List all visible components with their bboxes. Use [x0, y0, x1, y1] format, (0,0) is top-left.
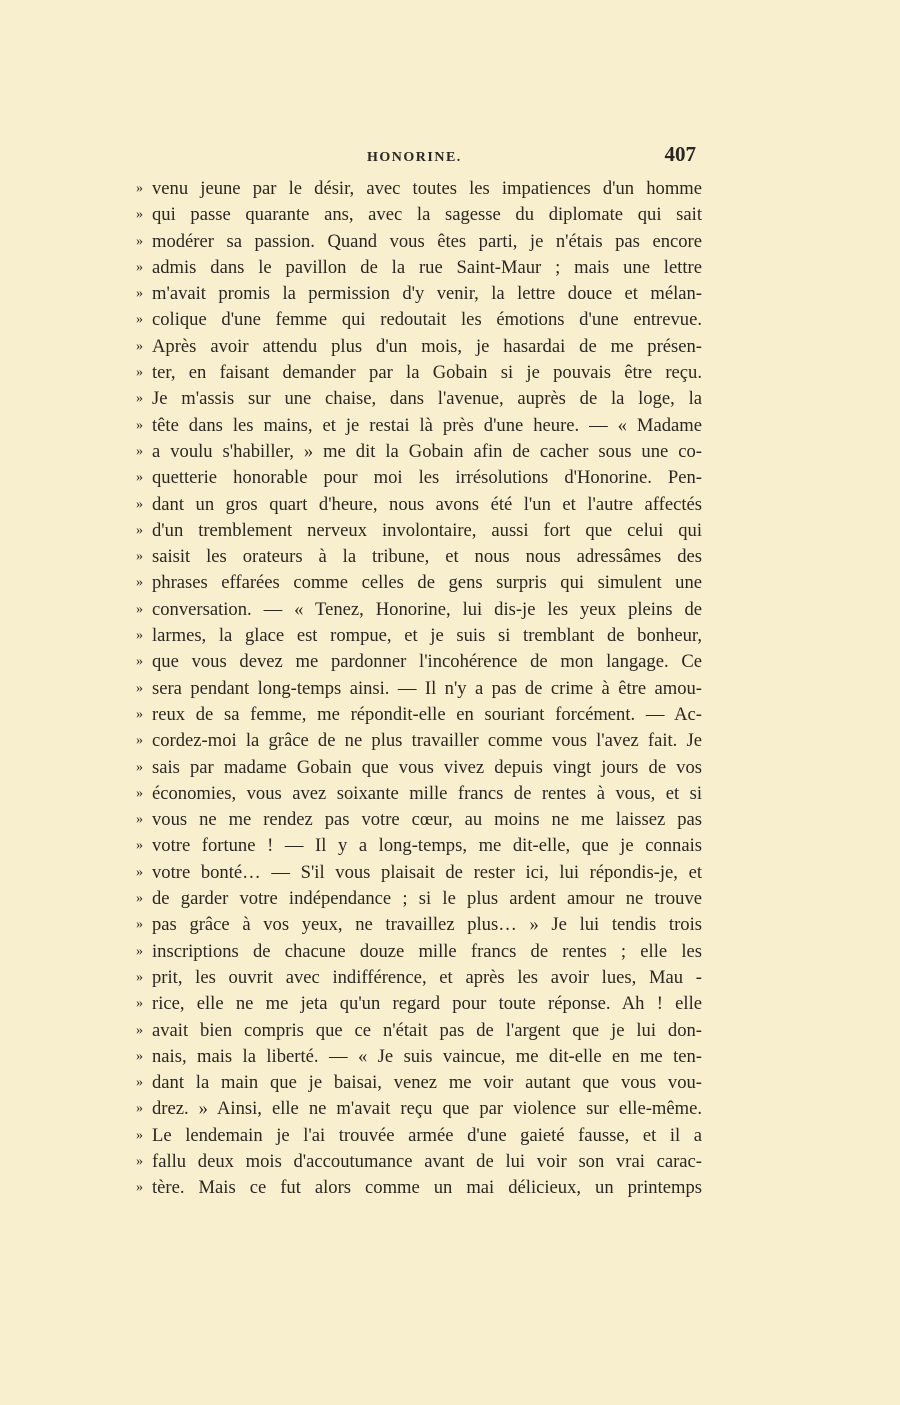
- text-line: [136, 465, 702, 491]
- text-line: [136, 202, 702, 228]
- text-line: [136, 886, 702, 912]
- text-line: [136, 807, 702, 833]
- quote-mark: »: [136, 312, 143, 328]
- quote-mark: »: [136, 1180, 143, 1196]
- line-text: qui passe quarante ans, avec la sagesse du diplomate qui sait: [152, 204, 702, 226]
- quote-mark: »: [136, 575, 143, 591]
- line-text: quetterie honorable pour moi les irrésolutions d'Honorine. Pen-: [152, 467, 702, 489]
- quote-mark: »: [136, 1075, 143, 1091]
- quote-mark: »: [136, 259, 143, 275]
- text-line: [136, 334, 702, 360]
- text-line: [136, 229, 702, 255]
- line-text: conversation. — « Tenez, Honorine, lui dis-je les yeux pleins de: [152, 598, 702, 620]
- quote-mark: »: [136, 969, 143, 985]
- line-text: colique d'une femme qui redoutait les émotions d'une entrevue.: [152, 309, 702, 331]
- text-line: [136, 518, 702, 544]
- line-text: rice, elle ne me jeta qu'un regard pour toute réponse. Ah ! elle: [152, 993, 702, 1015]
- line-text: Je m'assis sur une chaise, dans l'avenue, auprès de la loge, la: [152, 388, 702, 410]
- line-text: votre fortune ! — Il y a long-temps, me dit-elle, que je connais: [152, 835, 702, 857]
- quote-mark: »: [136, 1022, 143, 1038]
- text-line: [136, 833, 702, 859]
- line-text: votre bonté… — S'il vous plaisait de rester ici, lui répondis-je, et: [152, 861, 702, 883]
- quote-mark: »: [136, 943, 143, 959]
- quote-mark: »: [136, 549, 143, 565]
- line-text: économies, vous avez soixante mille francs de rentes à vous, et si: [152, 782, 702, 804]
- quote-mark: »: [136, 996, 143, 1012]
- text-line: [136, 360, 702, 386]
- quote-mark: »: [136, 522, 143, 538]
- quote-mark: »: [136, 785, 143, 801]
- line-text: avait bien compris que ce n'était pas de l'argent que je lui don-: [152, 1019, 702, 1041]
- line-text: de garder votre indépendance ; si le plus ardent amour ne trouve: [152, 888, 702, 910]
- line-text: dant la main que je baisai, venez me voir autant que vous vou-: [152, 1072, 702, 1094]
- quote-mark: »: [136, 1101, 143, 1117]
- quote-mark: »: [136, 759, 143, 775]
- quote-mark: »: [136, 891, 143, 907]
- line-text: fallu deux mois d'accoutumance avant de lui voir son vrai carac-: [152, 1150, 702, 1172]
- text-line: [136, 991, 702, 1017]
- text-line: [136, 281, 702, 307]
- text-line: [136, 1123, 702, 1149]
- line-text: Le lendemain je l'ai trouvée armée d'une gaieté fausse, et il a: [152, 1124, 702, 1146]
- text-line: [136, 597, 702, 623]
- quote-mark: »: [136, 838, 143, 854]
- line-text: phrases effarées comme celles de gens surpris qui simulent une: [152, 572, 702, 594]
- running-title: HONORINE.: [367, 150, 462, 165]
- quote-mark: »: [136, 338, 143, 354]
- line-text: modérer sa passion. Quand vous êtes parti, je n'étais pas encore: [152, 230, 702, 252]
- text-line: [136, 492, 702, 518]
- text-line: [136, 860, 702, 886]
- text-line: [136, 676, 702, 702]
- quote-mark: »: [136, 286, 143, 302]
- quote-mark: »: [136, 654, 143, 670]
- quote-mark: »: [136, 864, 143, 880]
- quote-mark: »: [136, 917, 143, 933]
- line-text: ter, en faisant demander par la Gobain si je pouvais être reçu.: [152, 362, 702, 384]
- line-text: reux de sa femme, me répondit-elle en souriant forcément. — Ac-: [152, 703, 702, 725]
- quote-mark: »: [136, 233, 143, 249]
- quote-mark: »: [136, 470, 143, 486]
- line-text: prit, les ouvrit avec indifférence, et après les avoir lues, Mau -: [152, 966, 702, 988]
- text-line: [136, 386, 702, 412]
- quote-mark: »: [136, 496, 143, 512]
- quote-mark: »: [136, 706, 143, 722]
- text-line: [136, 912, 702, 938]
- text-line: [136, 728, 702, 754]
- line-text: vous ne me rendez pas votre cœur, au moins ne me laissez pas: [152, 809, 702, 831]
- text-line: [136, 649, 702, 675]
- line-text: drez. » Ainsi, elle ne m'avait reçu que par violence sur elle-même.: [152, 1098, 702, 1120]
- line-text: Après avoir attendu plus d'un mois, je hasardai de me présen-: [152, 335, 702, 357]
- line-text: larmes, la glace est rompue, et je suis si tremblant de bonheur,: [152, 625, 702, 647]
- line-text: pas grâce à vos yeux, ne travaillez plus… » Je lui tendis trois: [152, 914, 702, 936]
- quote-mark: »: [136, 207, 143, 223]
- text-line: [136, 176, 702, 202]
- quote-mark: »: [136, 1048, 143, 1064]
- quote-mark: »: [136, 181, 143, 196]
- line-text: que vous devez me pardonner l'incohérence de mon langage. Ce: [152, 651, 702, 673]
- line-text: cordez-moi la grâce de ne plus travailler comme vous l'avez fait. Je: [152, 730, 702, 752]
- quote-mark: »: [136, 391, 143, 407]
- page-number: 407: [664, 142, 696, 166]
- line-text: saisit les orateurs à la tribune, et nous nous adressâmes des: [152, 546, 702, 568]
- quote-mark: »: [136, 628, 143, 644]
- text-line: [136, 307, 702, 333]
- text-line: [136, 755, 702, 781]
- text-line: [136, 413, 702, 439]
- line-text: m'avait promis la permission d'y venir, la lettre douce et mélan-: [152, 283, 702, 305]
- quote-mark: »: [136, 1153, 143, 1169]
- text-line: [136, 1175, 702, 1201]
- text-line: [136, 544, 702, 570]
- page-body-text: [136, 176, 702, 1202]
- quote-mark: »: [136, 601, 143, 617]
- quote-mark: »: [136, 417, 143, 433]
- line-text: sais par madame Gobain que vous vivez depuis vingt jours de vos: [152, 756, 702, 778]
- text-line: [136, 255, 702, 281]
- line-text: admis dans le pavillon de la rue Saint-Maur ; mais une lettre: [152, 256, 702, 278]
- text-line: [136, 781, 702, 807]
- quote-mark: »: [136, 443, 143, 459]
- quote-mark: »: [136, 733, 143, 749]
- line-text: dant un gros quart d'heure, nous avons été l'un et l'autre affectés: [152, 493, 702, 515]
- text-line: [136, 1096, 702, 1122]
- page-header: [150, 142, 700, 172]
- quote-mark: »: [136, 1127, 143, 1143]
- line-text: inscriptions de chacune douze mille francs de rentes ; elle les: [152, 940, 702, 962]
- text-line: [136, 570, 702, 596]
- line-text: d'un tremblement nerveux involontaire, aussi fort que celui qui: [152, 519, 702, 541]
- line-text: venu jeune par le désir, avec toutes les impatiences d'un homme: [152, 178, 702, 199]
- quote-mark: »: [136, 365, 143, 381]
- text-line: [136, 702, 702, 728]
- text-line: [136, 1044, 702, 1070]
- text-line: [136, 1018, 702, 1044]
- text-line: [136, 1070, 702, 1096]
- text-line: [136, 939, 702, 965]
- text-line: [136, 1149, 702, 1175]
- text-line: [136, 439, 702, 465]
- quote-mark: »: [136, 812, 143, 828]
- text-line: [136, 965, 702, 991]
- text-line: [136, 623, 702, 649]
- quote-mark: »: [136, 680, 143, 696]
- line-text: sera pendant long-temps ainsi. — Il n'y a pas de crime à être amou-: [152, 677, 702, 699]
- line-text: a voulu s'habiller, » me dit la Gobain afin de cacher sous une co-: [152, 440, 702, 462]
- line-text: tête dans les mains, et je restai là près d'une heure. — « Madame: [152, 414, 702, 436]
- line-text: nais, mais la liberté. — « Je suis vaincue, me dit-elle en me ten-: [152, 1045, 702, 1067]
- line-text: tère. Mais ce fut alors comme un mai délicieux, un printemps: [152, 1177, 702, 1199]
